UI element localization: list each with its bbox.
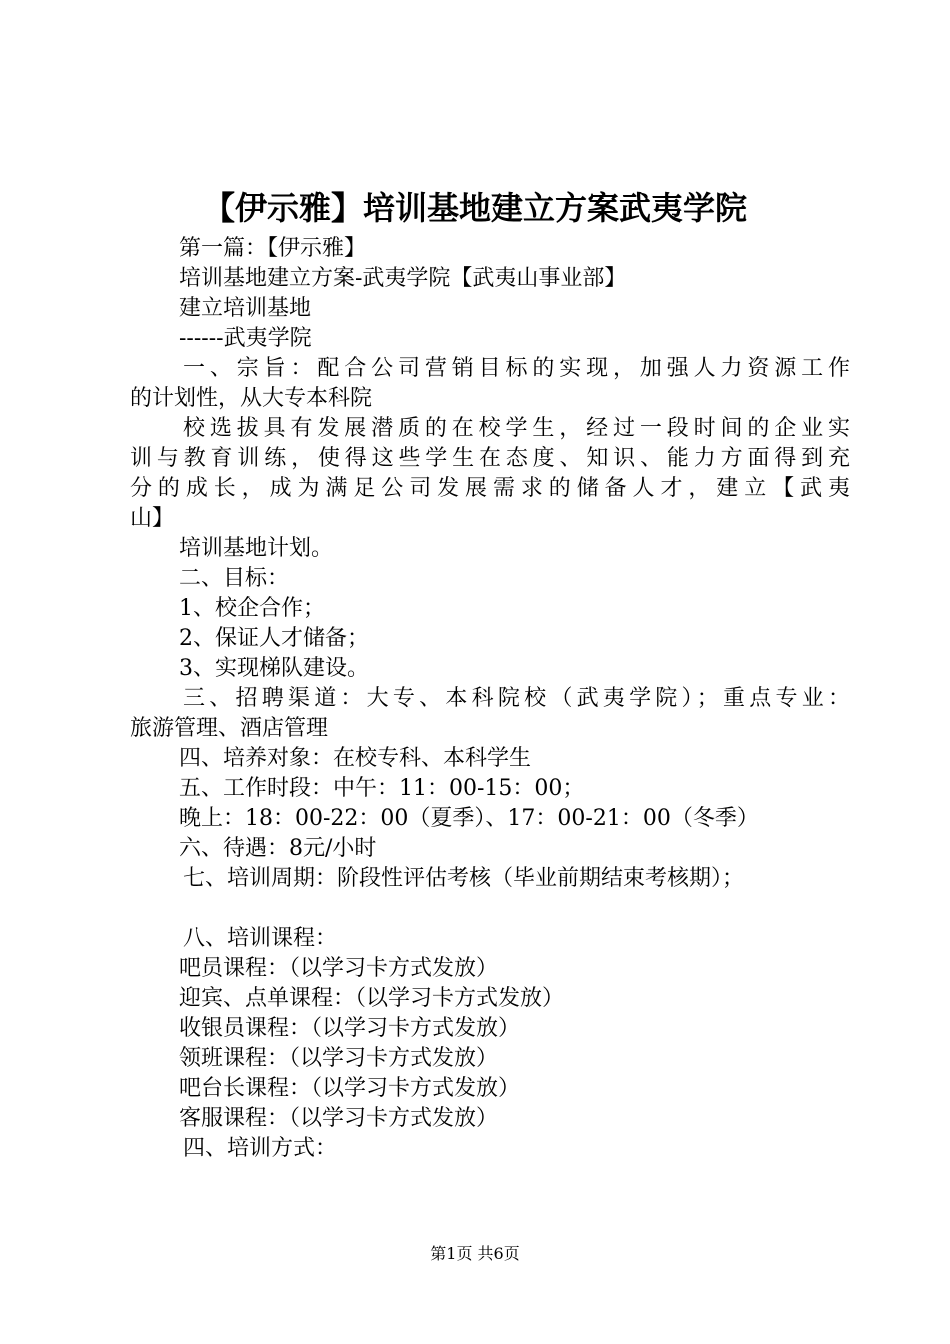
- text-line: 七、培训周期：阶段性评估考核（毕业前期结束考核期）；: [183, 866, 745, 891]
- text-line: 晚上：18：00-22：00（夏季）、17：00-21：00（冬季）: [179, 806, 759, 831]
- text-line: 四、培养对象：在校专科、本科学生: [179, 746, 532, 771]
- text-line: ------武夷学院: [179, 326, 312, 351]
- text-line: 六、待遇：8元/小时: [179, 836, 377, 861]
- text-line: 二、目标：: [179, 566, 290, 591]
- page-footer: 第1页 共6页: [430, 1244, 520, 1263]
- text-line: 吧员课程：（以学习卡方式发放）: [179, 956, 499, 981]
- text-line: 第一篇：【伊示雅】: [179, 236, 367, 261]
- text-line: 训与教育训练，使得这些学生在态度、知识、能力方面得到充: [130, 446, 850, 471]
- text-line: 培训基地计划。: [179, 536, 334, 561]
- text-line: 1、校企合作；: [179, 596, 325, 621]
- text-line: 建立培训基地: [179, 296, 312, 321]
- document-title: 【伊示雅】培训基地建立方案武夷学院: [202, 189, 747, 227]
- text-line: 五、工作时段：中午：11：00-15：00；: [179, 776, 585, 801]
- text-line: 收银员课程：（以学习卡方式发放）: [179, 1016, 521, 1041]
- text-line: 领班课程：（以学习卡方式发放）: [179, 1046, 499, 1071]
- document-body: [130, 234, 850, 1164]
- text-line: 的计划性，从大专本科院: [130, 386, 373, 411]
- text-line: 一、宗旨：配合公司营销目标的实现，加强人力资源工作: [183, 356, 850, 381]
- text-line: 3、实现梯队建设。: [179, 656, 369, 681]
- text-line: 2、保证人才储备；: [179, 626, 369, 651]
- text-line: 校选拔具有发展潜质的在校学生，经过一段时间的企业实: [183, 416, 850, 441]
- text-line: 旅游管理、酒店管理: [130, 716, 329, 741]
- text-line: 迎宾、点单课程：（以学习卡方式发放）: [179, 986, 565, 1011]
- text-line: 客服课程：（以学习卡方式发放）: [179, 1106, 499, 1131]
- text-line: 吧台长课程：（以学习卡方式发放）: [179, 1076, 521, 1101]
- text-line: 分的成长，成为满足公司发展需求的储备人才，建立【武夷: [130, 476, 850, 501]
- text-line: 三、招聘渠道：大专、本科院校（武夷学院）；重点专业：: [183, 686, 850, 711]
- text-line: 培训基地建立方案-武夷学院【武夷山事业部】: [179, 266, 627, 291]
- text-line: 八、培训课程：: [183, 926, 338, 951]
- blank-line: [130, 894, 850, 924]
- text-line: 四、培训方式：: [183, 1136, 338, 1161]
- text-line: 山】: [130, 506, 175, 531]
